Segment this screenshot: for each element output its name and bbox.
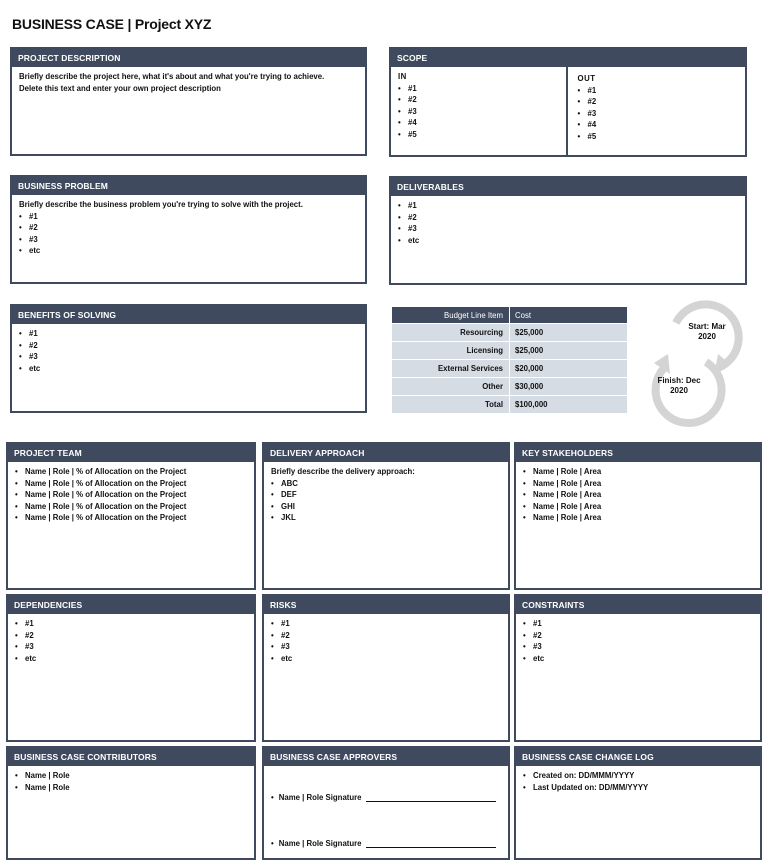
budget-cost-cell[interactable]: $20,000 [510, 360, 628, 378]
timeline-finish-label [646, 376, 712, 396]
risks-panel [262, 594, 510, 742]
scope-in-item: • #1 [398, 83, 559, 95]
list-item: • #2 [523, 630, 753, 642]
delivery-approach-intro: Briefly describe the delivery approach: [271, 467, 415, 476]
scope-out-item: • #4 [578, 119, 739, 131]
list-item: • Name | Role | Area [523, 478, 753, 490]
scope-out-item: • #5 [578, 131, 739, 143]
list-item: • etc [523, 653, 753, 665]
list-item: • #2 [19, 222, 358, 234]
scope-in-item: • #5 [398, 129, 559, 141]
business-problem-header: BUSINESS PROBLEM [12, 177, 365, 195]
scope-out-item: • #1 [578, 85, 739, 97]
list-item: • etc [19, 245, 358, 257]
table-row [392, 378, 628, 396]
benefits-header: BENEFITS OF SOLVING [12, 306, 365, 324]
list-item: • Created on: DD/MMM/YYYY [523, 770, 753, 782]
business-problem-panel [10, 175, 367, 284]
list-item: • ABC [271, 478, 501, 490]
list-item: • Name | Role | Area [523, 501, 753, 513]
delivery-approach-header: DELIVERY APPROACH [264, 444, 508, 462]
deliverables-body[interactable] [391, 196, 745, 250]
bullet-icon: • [271, 793, 274, 802]
approver-signature-label: Name | Role Signature [278, 793, 362, 802]
scope-out-item: • #2 [578, 96, 739, 108]
dependencies-header: DEPENDENCIES [8, 596, 254, 614]
list-item: • #3 [15, 641, 247, 653]
scope-panel [389, 47, 747, 157]
list-item: • Name | Role | % of Allocation on the Project [15, 501, 247, 513]
list-item: • etc [19, 363, 358, 375]
scope-out-item: • #3 [578, 108, 739, 120]
list-item: • Last Updated on: DD/MM/YYYY [523, 782, 753, 794]
benefits-body[interactable] [12, 324, 365, 378]
project-description-text-2[interactable]: Delete this text and enter your own project description [19, 83, 221, 93]
business-problem-intro: Briefly describe the business problem you're trying to solve with the project. [19, 200, 303, 209]
bullet-icon: • [271, 839, 274, 848]
list-item: • etc [398, 235, 738, 247]
list-item: • Name | Role | % of Allocation on the Project [15, 489, 247, 501]
list-item: • GHI [271, 501, 501, 513]
list-item: • #1 [271, 618, 501, 630]
risks-body[interactable] [264, 614, 508, 668]
list-item: • #1 [19, 328, 358, 340]
list-item: • DEF [271, 489, 501, 501]
project-description-text-1[interactable]: Briefly describe the project here, what it's about and what you're trying to achieve. [19, 72, 325, 81]
list-item: • #2 [271, 630, 501, 642]
approvers-header: BUSINESS CASE APPROVERS [264, 748, 508, 766]
budget-cost-cell[interactable]: $25,000 [510, 324, 628, 342]
page-title: BUSINESS CASE | Project XYZ [12, 16, 212, 32]
list-item: • #3 [398, 223, 738, 235]
scope-in-column[interactable] [391, 67, 568, 155]
list-item: • Name | Role [15, 770, 247, 782]
timeline-finish-text: Finish: Dec [657, 376, 701, 385]
list-item: • Name | Role | Area [523, 466, 753, 478]
list-item: • Name | Role | Area [523, 489, 753, 501]
project-team-panel [6, 442, 256, 590]
budget-col-header-item: Budget Line Item [392, 307, 510, 324]
project-team-body[interactable] [8, 462, 254, 528]
list-item: • etc [271, 653, 501, 665]
budget-col-header-cost: Cost [510, 307, 628, 324]
change-log-header: BUSINESS CASE CHANGE LOG [516, 748, 760, 766]
scope-header: SCOPE [391, 49, 745, 67]
dependencies-body[interactable] [8, 614, 254, 668]
list-item: • Name | Role | % of Allocation on the Project [15, 478, 247, 490]
scope-out-label: OUT [577, 74, 596, 83]
budget-item-cell[interactable]: Other [392, 378, 510, 396]
list-item: • #1 [398, 200, 738, 212]
list-item: • etc [15, 653, 247, 665]
timeline-start-year: 2020 [698, 332, 716, 341]
table-row [392, 360, 628, 378]
change-log-body[interactable] [516, 766, 760, 797]
list-item: • Name | Role | % of Allocation on the Project [15, 512, 247, 524]
list-item: • #1 [15, 618, 247, 630]
business-problem-body[interactable] [12, 195, 365, 261]
project-description-header: PROJECT DESCRIPTION [12, 49, 365, 67]
change-log-panel [514, 746, 762, 860]
timeline-finish-year: 2020 [670, 386, 688, 395]
constraints-header: CONSTRAINTS [516, 596, 760, 614]
constraints-panel [514, 594, 762, 742]
constraints-body[interactable] [516, 614, 760, 668]
list-item: • JKL [271, 512, 501, 524]
list-item: • #2 [19, 340, 358, 352]
dependencies-panel [6, 594, 256, 742]
key-stakeholders-body[interactable] [516, 462, 760, 528]
table-row [392, 324, 628, 342]
approvers-panel [262, 746, 510, 860]
timeline-start-label [674, 322, 740, 342]
delivery-approach-body[interactable] [264, 462, 508, 528]
budget-cost-cell[interactable]: $100,000 [510, 396, 628, 414]
key-stakeholders-panel [514, 442, 762, 590]
key-stakeholders-header: KEY STAKEHOLDERS [516, 444, 760, 462]
scope-in-item: • #2 [398, 94, 559, 106]
list-item: • #2 [398, 212, 738, 224]
table-row [392, 396, 628, 414]
scope-in-item: • #4 [398, 117, 559, 129]
signature-line[interactable] [366, 793, 496, 802]
signature-line[interactable] [366, 839, 496, 848]
contributors-panel [6, 746, 256, 860]
budget-item-cell[interactable]: Licensing [392, 342, 510, 360]
contributors-header: BUSINESS CASE CONTRIBUTORS [8, 748, 254, 766]
budget-item-cell[interactable]: Total [392, 396, 510, 414]
list-item: • #1 [19, 211, 358, 223]
project-team-header: PROJECT TEAM [8, 444, 254, 462]
budget-table [391, 306, 628, 414]
scope-in-label: IN [398, 72, 407, 81]
risks-header: RISKS [264, 596, 508, 614]
budget-item-cell[interactable]: External Services [392, 360, 510, 378]
project-description-panel [10, 47, 367, 156]
list-item: • #3 [19, 351, 358, 363]
scope-in-item: • #3 [398, 106, 559, 118]
list-item: • #3 [523, 641, 753, 653]
approver-signature-1[interactable] [271, 793, 496, 802]
benefits-panel [10, 304, 367, 413]
list-item: • #1 [523, 618, 753, 630]
budget-cost-cell[interactable]: $25,000 [510, 342, 628, 360]
scope-out-column[interactable] [568, 67, 746, 155]
list-item: • #3 [271, 641, 501, 653]
table-row [392, 342, 628, 360]
deliverables-header: DELIVERABLES [391, 178, 745, 196]
deliverables-panel [389, 176, 747, 285]
list-item: • Name | Role | Area [523, 512, 753, 524]
contributors-body[interactable] [8, 766, 254, 797]
circular-arrows-icon [636, 292, 748, 428]
list-item: • Name | Role | % of Allocation on the Project [15, 466, 247, 478]
budget-item-cell[interactable]: Resourcing [392, 324, 510, 342]
list-item: • #2 [15, 630, 247, 642]
approver-signature-2[interactable] [271, 839, 496, 848]
approver-signature-label: Name | Role Signature [278, 839, 362, 848]
timeline-start-text: Start: Mar [688, 322, 726, 331]
list-item: • #3 [19, 234, 358, 246]
delivery-approach-panel [262, 442, 510, 590]
budget-cost-cell[interactable]: $30,000 [510, 378, 628, 396]
list-item: • Name | Role [15, 782, 247, 794]
timeline-graphic [636, 292, 748, 428]
